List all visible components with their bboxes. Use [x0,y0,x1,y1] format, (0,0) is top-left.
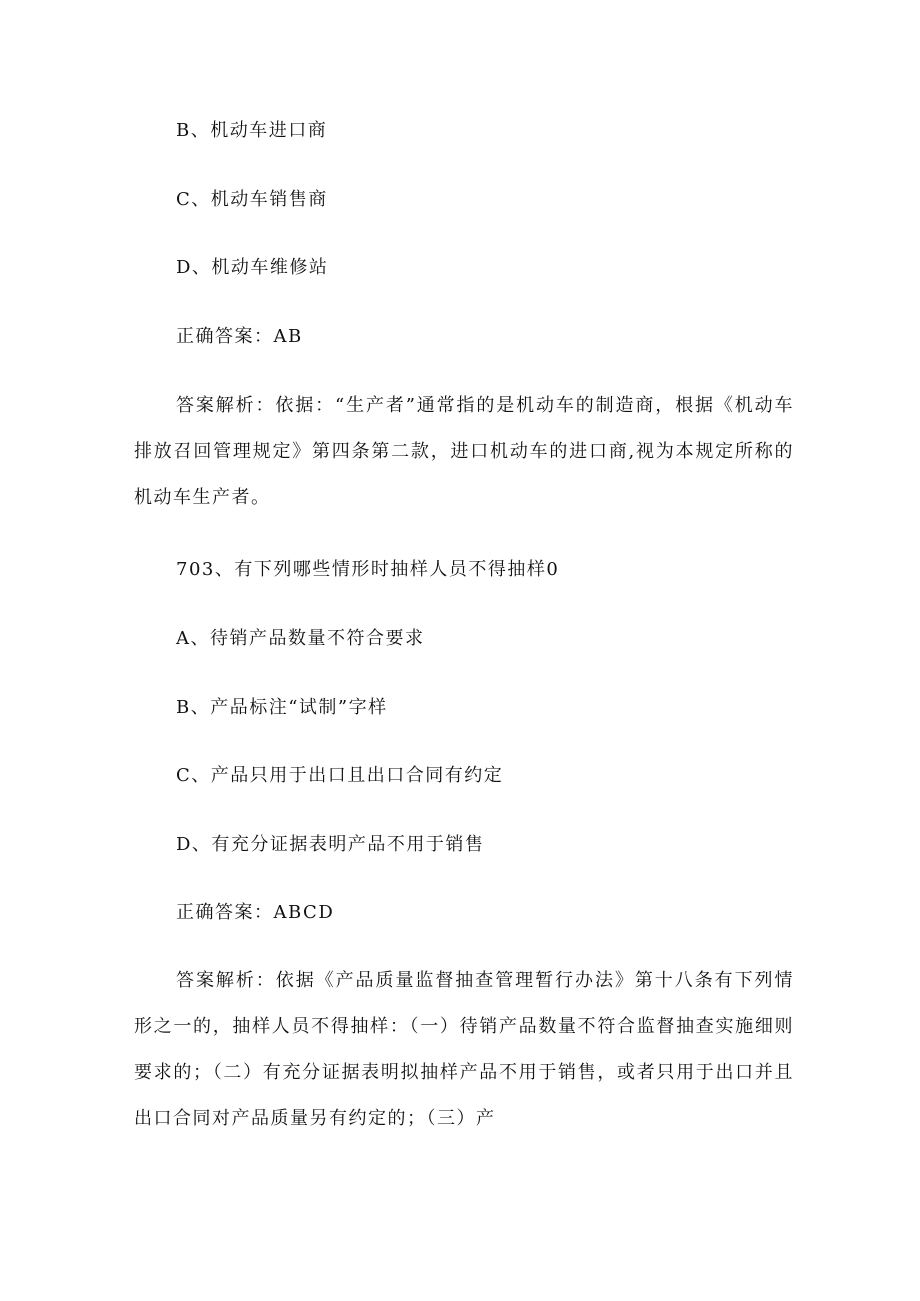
q702-option-d: D、机动车维修站 [176,257,329,278]
q702-correct-answer: 正确答案：AB [176,326,303,347]
q703-answer-analysis [134,958,794,1142]
q702-answer-analysis [134,383,794,521]
q702-option-c: C、机动车销售商 [176,189,328,210]
q703-option-b: B、产品标注“试制”字样 [176,697,388,718]
q703-option-a: A、待销产品数量不符合要求 [176,628,425,649]
q702-analysis-text: 答案解析：依据：“生产者”通常指的是机动车的制造商，根据《机动车排放召回管理规定》第四条第二款，进口机动车的进口商,视为本规定所称的机动车生产者。 [134,395,794,508]
q703-question: 703、有下列哪些情形时抽样人员不得抽样0 [176,559,560,580]
q703-option-d: D、有充分证据表明产品不用于销售 [176,834,485,855]
q703-analysis-text: 答案解析：依据《产品质量监督抽查管理暂行办法》第十八条有下列情形之一的，抽样人员不得抽样：（一）待销产品数量不符合监督抽查实施细则要求的；（二）有充分证据表明拟抽样产品不用于销售，或者只用于出口并且出口合同对产品质量另有约定的；（三）产 [134,970,794,1129]
q703-option-c: C、产品只用于出口且出口合同有约定 [176,765,504,786]
q703-correct-answer: 正确答案：ABCD [176,902,335,923]
q702-option-b: B、机动车进口商 [176,120,328,141]
